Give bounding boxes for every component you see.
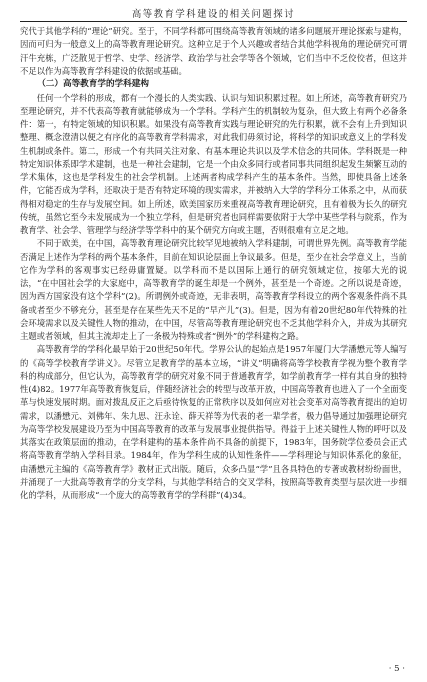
article-body: [20, 25, 407, 502]
paragraph: 任何一个学科的形成，都有一个漫长的人类实践、认识与知识积累过程。如上所述，高等教育研究乃至理论研究，并不代表高等教育就能够成为一个学科。学科产生的机制较为复杂，但大致上有两个必备条件：第一，有特定领域的知识积累。如果没有高等教育实践与理论研究的先行积累，就不会有上升到知识整理、概念澄清以便之有序化的高等教育学科需求，对此我们毋须讨论，将科学的知识或意义上的学科发生机制或条件。第二，形成一个有共同关注对象、有基本理论共识以及学术信念的共同体。学科既是一种特定知识体系即学术建制，也是一种社会建制，它是一个由众多同行或者同事共同组织起发生频繁互动的学术集体，这也是学科发生的社会学机制。上述两者构成学科产生的基本条件。当然，即使具备上述条件，它能否成为学科，还取决于是否有特定环境的现实需求，并被纳入大学的学科分工体系之中，从而获得相对稳定的生存与发展空间。如上所述，欧美国家历来重视高等教育理论研究，且有着极为长久的研究传统，虽然它至今未发展成为一个独立学科，但是研究者也同样需要依附于大学中某些学科与院系，作为教育学、社会学、管理学与经济学等学科中的某个研究方向或主题，否则很难有立足之地。: [20, 92, 407, 235]
paragraph: 高等教育学的学科化最早始于20世纪50年代。学界公认的起始点是1957年厦门大学潘懋元等人编写的《高等学校教育学讲义》。尽管立足教育学的基本立场，“讲义”明确将高等学校教育学视为整个教育学科的构成部分，但它认为，高等教育学的研究对象不同于普通教育学，如学前教育学一样有其自身的独特性(4)82。1977年高等教育恢复后，伴随经济社会的转型与改革开放，中国高等教育也进入了一个全面变革与快速发展时期。面对拨乱反正之后亟待恢复的正常秩序以及如何应对社会变革对高等教育提出的迫切需求，以潘懋元、刘佛年、朱九思、汪永诠、薛天祥等为代表的老一辈学者，极力倡导通过加强理论研究为高等学校发展建设乃至为中国高等教育的改革与发展事业提供指导。得益于上述关键性人物的呼吁以及其落实在政策层面的推动，在学科建构的基本条件尚不具备的前提下，1983年，国务院学位委员会正式将高等教育学纳入学科目录。1984年，作为学科生成的认知性条件——学科理论与知识体系化的象征，由潘懋元主编的《高等教育学》教材正式出版。随后，众多凸显“学”且各具特色的专著或教材纷纷面世，并涌现了一大批高等教育学的分支学科，与其他学科结合的交叉学科，按照高等教育类型与层次进一步细化的学科，从而形成“一个庞大的高等教育学的学科群”(4)34。: [20, 344, 407, 500]
header-rule: [20, 21, 407, 22]
running-head: 高等教育学科建设的相关问题探讨: [131, 9, 296, 20]
paragraph-continuation: 究代于其他学科的“理论”研究。至于，不同学科都可围绕高等教育领域的诸多问题展开理论探索与建构，因而可归为一般意义上的高等教育理论研究。这种立足于个人兴趣或者结合其他学科视角的理论研究可谓汗牛充栋，广泛散见于哲学、史学、经济学、政治学与社会学等各个领域，它们当中不乏佼佼者，但这并不足以作为高等教育学科建设的依据或基础。: [20, 26, 407, 76]
page-number: · 5 ·: [388, 664, 405, 674]
section-heading: （二）高等教育学的学科建构: [37, 79, 149, 89]
paragraph: 不同于欧美，在中国，高等教育理论研究比较罕见地被纳入学科建制，可谓世界先例。高等教育学能否满足上述作为学科的两个基本条件，目前在知识论层面上争议最多。但是，至少在社会学意义上，当前它作为学科的客观事实已经毋庸置疑。以学科而不是以国际上通行的研究领域定位，按邬大光的说法，“在中国社会学的大家庭中，高等教育学的诞生却是一个例外，甚至是一个奇迹。之所以说是奇迹，因为西方国家没有这个学科”(2)。所谓例外或奇迹，无非表明，高等教育学科设立的两个客观条件尚不具备或者至少不够充分，甚至是存在某些先天不足的“早产儿”(3)。但是，因为有着20世纪80年代特殊的社会环境需求以及关键性人物的推动，在中国，尽管高等教育理论研究也不乏其他学科介入，并成为其研究主题或者领域，但其主流却走上了一条极为特殊或者“例外”的学科建构之路。: [20, 238, 407, 341]
